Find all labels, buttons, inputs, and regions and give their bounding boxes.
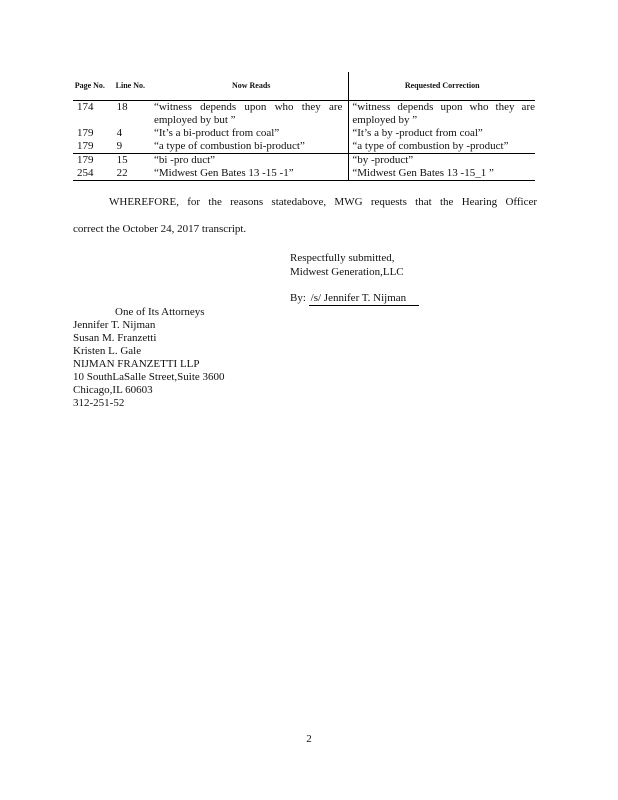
cell-line: 4 bbox=[116, 126, 123, 139]
cell-now-reads: “witness depends upon who they are employed by but ” bbox=[153, 100, 343, 126]
cell-now-reads: “It’s a bi-product from coal” bbox=[153, 126, 280, 139]
cell-now-reads: “bi -pro duct” bbox=[153, 153, 216, 166]
table-header-row bbox=[73, 72, 535, 100]
attorney-heading: One of Its Attorneys bbox=[115, 306, 205, 318]
cell-page: 179 bbox=[77, 153, 94, 166]
corrections-table bbox=[73, 72, 535, 181]
table-row bbox=[73, 167, 535, 181]
firm-name: NIJMAN FRANZETTI LLP bbox=[73, 358, 200, 370]
wherefore-paragraph: WHEREFORE, for the reasons statedabove, MWG requests that the Hearing Officer bbox=[109, 196, 537, 208]
table-row bbox=[73, 127, 535, 140]
cell-requested-correction: “by -product” bbox=[349, 153, 535, 167]
table-row bbox=[73, 153, 535, 167]
firm-phone: 312-251-52 bbox=[73, 397, 125, 409]
header-page-no: Page No. bbox=[73, 72, 107, 100]
cell-requested-correction: “a type of combustion by -product” bbox=[349, 140, 535, 154]
header-now-reads: Now Reads bbox=[154, 72, 349, 100]
cell-line: 15 bbox=[116, 153, 128, 166]
cell-requested-correction: “It’s a by -product from coal” bbox=[349, 127, 535, 140]
cell-line: 9 bbox=[107, 140, 154, 154]
signature-value: /s/ Jennifer T. Nijman bbox=[309, 292, 419, 306]
attorney-block bbox=[73, 306, 225, 410]
firm-city: Chicago,IL 60603 bbox=[73, 384, 153, 396]
signature-party: Midwest Generation,LLC bbox=[290, 266, 404, 278]
attorney-name: Susan M. Franzetti bbox=[73, 332, 157, 344]
header-line-no: Line No. bbox=[107, 72, 154, 100]
cell-page: 179 bbox=[73, 140, 107, 154]
cell-requested-correction: “Midwest Gen Bates 13 -15_1 ” bbox=[349, 167, 535, 181]
cell-line: 22 bbox=[107, 167, 154, 181]
attorney-name: Jennifer T. Nijman bbox=[73, 319, 156, 331]
cell-now-reads: “Midwest Gen Bates 13 -15 -1” bbox=[154, 167, 349, 181]
cell-line: 18 bbox=[116, 100, 128, 113]
table-row bbox=[73, 140, 535, 154]
cell-now-reads: “a type of combustion bi-product” bbox=[154, 140, 349, 154]
page-number: 2 bbox=[306, 733, 312, 745]
signature-by-line bbox=[290, 292, 419, 306]
cell-page: 254 bbox=[73, 167, 107, 181]
firm-street: 10 SouthLaSalle Street,Suite 3600 bbox=[73, 371, 225, 383]
attorney-name: Kristen L. Gale bbox=[73, 345, 142, 357]
wherefore-paragraph-continuation: correct the October 24, 2017 transcript. bbox=[73, 223, 247, 235]
cell-page: 174 bbox=[77, 100, 94, 113]
cell-requested-correction: “witness depends upon who they are employed by ” bbox=[349, 100, 535, 127]
signature-by-label: By: bbox=[290, 292, 306, 304]
header-requested-correction: Requested Correction bbox=[349, 72, 535, 100]
signature-closing: Respectfully submitted, bbox=[290, 252, 395, 264]
cell-page: 179 bbox=[77, 126, 94, 139]
table-row bbox=[73, 100, 535, 127]
